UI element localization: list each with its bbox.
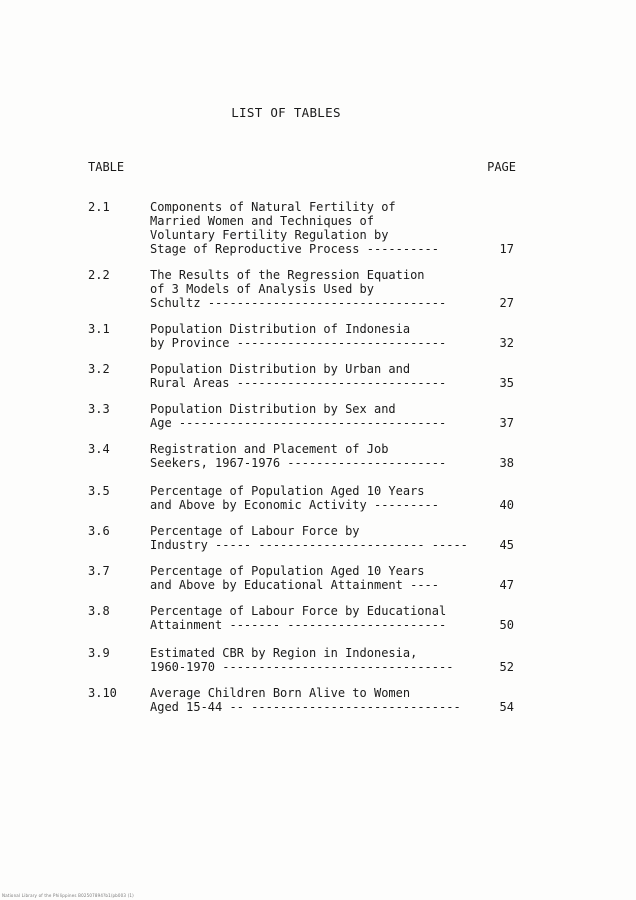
page-title: LIST OF TABLES bbox=[231, 105, 341, 120]
caption-text: Attainment bbox=[150, 618, 223, 632]
caption-line bbox=[150, 578, 490, 592]
caption-line bbox=[150, 336, 490, 350]
caption-text: Percentage of Labour Force by Educational bbox=[150, 604, 447, 618]
page-number: 37 bbox=[499, 416, 514, 430]
page-number: 52 bbox=[499, 660, 514, 674]
caption-text: and Above by Educational Attainment bbox=[150, 578, 403, 592]
caption-text: Registration and Placement of Job bbox=[150, 442, 389, 456]
page-number: 54 bbox=[499, 700, 514, 714]
caption-line bbox=[150, 362, 490, 376]
dot-leader: ----------------------------- bbox=[236, 376, 447, 390]
dot-leader: ----- ----------------------- ----- bbox=[215, 538, 468, 552]
caption-line bbox=[150, 228, 490, 242]
caption-line bbox=[150, 700, 490, 714]
page-number: 17 bbox=[499, 242, 514, 256]
table-column-heading: TABLE bbox=[88, 160, 125, 174]
caption-text: Age bbox=[150, 416, 172, 430]
caption-text: The Results of the Regression Equation bbox=[150, 268, 425, 282]
caption-text: 1960-1970 bbox=[150, 660, 216, 674]
table-number: 3.3 bbox=[88, 402, 110, 416]
caption-line bbox=[150, 242, 490, 256]
table-number: 3.2 bbox=[88, 362, 110, 376]
caption-text: Percentage of Population Aged 10 Years bbox=[150, 564, 425, 578]
caption-line bbox=[150, 214, 490, 228]
caption-line bbox=[150, 686, 490, 700]
table-number: 3.8 bbox=[88, 604, 110, 618]
table-number: 3.5 bbox=[88, 484, 110, 498]
table-caption bbox=[150, 362, 490, 390]
dot-leader: ------------------------------------- bbox=[178, 416, 447, 430]
page-number: 38 bbox=[499, 456, 514, 470]
page-number: 45 bbox=[499, 538, 514, 552]
caption-line bbox=[150, 442, 490, 456]
table-number: 2.1 bbox=[88, 200, 110, 214]
caption-line bbox=[150, 416, 490, 430]
caption-text: Rural Areas bbox=[150, 376, 230, 390]
dot-leader: ---- bbox=[410, 578, 440, 592]
dot-leader: --------------------------------- bbox=[207, 296, 447, 310]
caption-line bbox=[150, 484, 490, 498]
table-number: 3.4 bbox=[88, 442, 110, 456]
caption-line bbox=[150, 322, 490, 336]
caption-text: Average Children Born Alive to Women bbox=[150, 686, 411, 700]
caption-line bbox=[150, 538, 490, 552]
caption-line bbox=[150, 282, 490, 296]
caption-text: Population Distribution of Indonesia bbox=[150, 322, 411, 336]
table-caption bbox=[150, 604, 490, 632]
dot-leader: ---------------------- bbox=[287, 456, 447, 470]
caption-text: Schultz bbox=[150, 296, 201, 310]
page-number: 32 bbox=[499, 336, 514, 350]
caption-line bbox=[150, 618, 490, 632]
table-caption bbox=[150, 686, 490, 714]
table-caption bbox=[150, 322, 490, 350]
table-number: 2.2 bbox=[88, 268, 110, 282]
page-number: 47 bbox=[499, 578, 514, 592]
caption-text: by Province bbox=[150, 336, 230, 350]
page-number: 35 bbox=[499, 376, 514, 390]
caption-line bbox=[150, 498, 490, 512]
caption-text: Industry bbox=[150, 538, 208, 552]
table-caption bbox=[150, 442, 490, 470]
caption-text: Components of Natural Fertility of bbox=[150, 200, 396, 214]
caption-text: of 3 Models of Analysis Used by bbox=[150, 282, 374, 296]
table-number: 3.1 bbox=[88, 322, 110, 336]
table-caption bbox=[150, 484, 490, 512]
scan-footer-note: National Library of the Philippines B02507894?b1/pb003 (1) bbox=[2, 893, 134, 898]
caption-line bbox=[150, 660, 490, 674]
page-column-heading: PAGE bbox=[487, 160, 516, 174]
caption-text: Aged 15-44 bbox=[150, 700, 223, 714]
caption-text: Percentage of Population Aged 10 Years bbox=[150, 484, 425, 498]
dot-leader: -- ----------------------------- bbox=[229, 700, 461, 714]
caption-text: Percentage of Labour Force by bbox=[150, 524, 360, 538]
caption-text: Seekers, 1967-1976 bbox=[150, 456, 281, 470]
caption-text: Population Distribution by Sex and bbox=[150, 402, 396, 416]
caption-line bbox=[150, 376, 490, 390]
page-number: 27 bbox=[499, 296, 514, 310]
table-caption bbox=[150, 524, 490, 552]
dot-leader: --------- bbox=[373, 498, 440, 512]
caption-line bbox=[150, 402, 490, 416]
caption-line bbox=[150, 564, 490, 578]
caption-line bbox=[150, 604, 490, 618]
dot-leader: ----------------------------- bbox=[236, 336, 447, 350]
table-caption bbox=[150, 200, 490, 256]
caption-line bbox=[150, 646, 490, 660]
caption-line bbox=[150, 524, 490, 538]
caption-text: Population Distribution by Urban and bbox=[150, 362, 411, 376]
caption-line bbox=[150, 200, 490, 214]
dot-leader: ---------- bbox=[366, 242, 439, 256]
caption-text: Voluntary Fertility Regulation by bbox=[150, 228, 389, 242]
table-caption bbox=[150, 268, 490, 310]
caption-line bbox=[150, 456, 490, 470]
caption-line bbox=[150, 296, 490, 310]
page-number: 50 bbox=[499, 618, 514, 632]
caption-text: and Above by Economic Activity bbox=[150, 498, 367, 512]
caption-text: Married Women and Techniques of bbox=[150, 214, 374, 228]
dot-leader: -------------------------------- bbox=[222, 660, 454, 674]
caption-line bbox=[150, 268, 490, 282]
table-caption bbox=[150, 402, 490, 430]
table-number: 3.7 bbox=[88, 564, 110, 578]
table-caption bbox=[150, 564, 490, 592]
table-number: 3.6 bbox=[88, 524, 110, 538]
page-number: 40 bbox=[499, 498, 514, 512]
dot-leader: ------- ---------------------- bbox=[229, 618, 447, 632]
table-caption bbox=[150, 646, 490, 674]
table-number: 3.9 bbox=[88, 646, 110, 660]
caption-text: Stage of Reproductive Process bbox=[150, 242, 360, 256]
table-number: 3.10 bbox=[88, 686, 117, 700]
caption-text: Estimated CBR by Region in Indonesia, bbox=[150, 646, 418, 660]
